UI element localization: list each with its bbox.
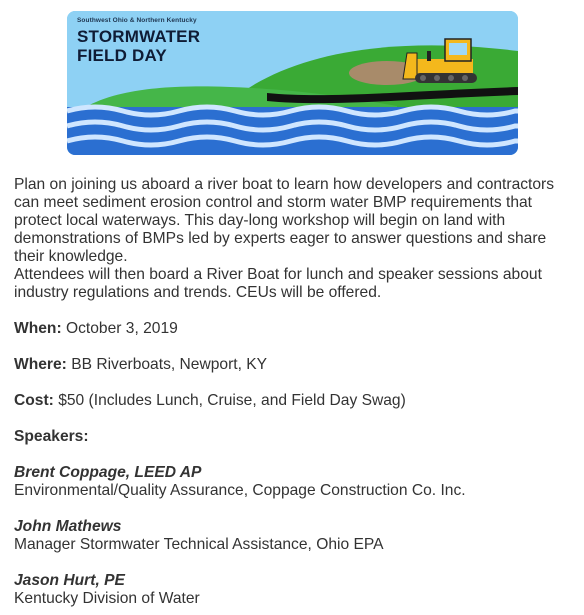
cost-label: Cost: — [14, 392, 54, 409]
intro-paragraph-2: Attendees will then board a River Boat for lunch and speaker sessions about industry regulations and trends. CEUs will be offered. — [14, 266, 542, 301]
cost-line — [14, 392, 574, 410]
speaker-role-2: Manager Stormwater Technical Assistance, Ohio EPA — [14, 536, 384, 553]
where-value: BB Riverboats, Newport, KY — [66, 356, 268, 373]
speaker-role-1: Environmental/Quality Assurance, Coppage Construction Co. Inc. — [14, 482, 466, 499]
event-description — [14, 176, 574, 608]
speaker-name-3: Jason Hurt, PE — [14, 572, 125, 589]
where-label: Where: — [14, 356, 67, 373]
banner-subtitle: Southwest Ohio & Northern Kentucky — [77, 17, 197, 24]
speaker-name-1: Brent Coppage, LEED AP — [14, 464, 202, 481]
when-line — [14, 320, 574, 338]
event-banner — [67, 11, 518, 155]
when-value: October 3, 2019 — [61, 320, 178, 337]
speaker-role-3: Kentucky Division of Water — [14, 590, 200, 607]
when-label: When: — [14, 320, 62, 337]
speaker-name-2: John Mathews — [14, 518, 122, 535]
intro-paragraph-1: Plan on joining us aboard a river boat to learn how developers and contractors can meet sediment erosion control and storm water BMP requirements that protect local waterways. This day-long workshop will begin on land with demonstrations of BMPs led by experts eager to answer questions and share their knowledge. — [14, 176, 555, 265]
speakers-heading: Speakers: — [14, 428, 89, 445]
banner-title-line1: STORMWATER — [77, 27, 201, 46]
banner-title-line2: FIELD DAY — [77, 46, 167, 65]
cost-value: $50 (Includes Lunch, Cruise, and Field Day Swag) — [53, 392, 406, 409]
where-line — [14, 356, 574, 374]
